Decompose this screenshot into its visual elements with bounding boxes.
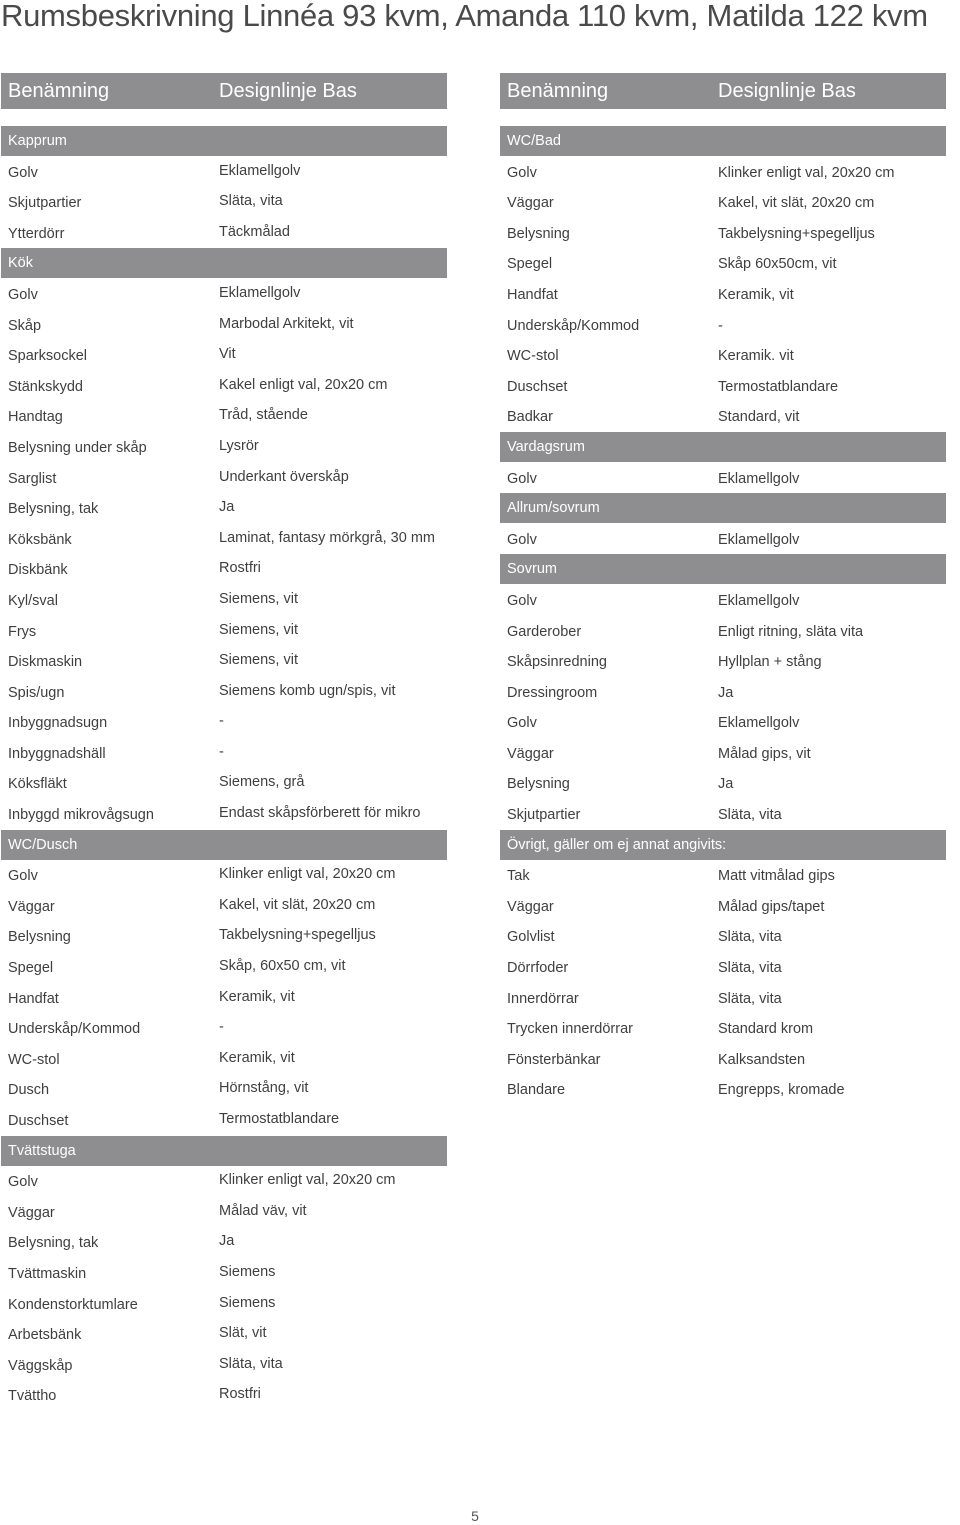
row-label: Golv xyxy=(507,592,537,609)
row-label: Golv xyxy=(507,470,537,487)
table-row xyxy=(500,921,946,952)
page-title: Rumsbeskrivning Linnéa 93 kvm, Amanda 110 kvm, Matilda 122 kvm xyxy=(1,0,928,33)
table-row xyxy=(500,187,946,218)
row-value: Laminat, fantasy mörkgrå, 30 mm xyxy=(219,529,435,546)
table-row xyxy=(1,1105,447,1136)
table-row xyxy=(1,616,447,647)
section-header: Kök xyxy=(1,248,447,278)
table-row xyxy=(1,310,447,341)
table-row xyxy=(1,738,447,769)
table-row xyxy=(500,677,946,708)
table-row xyxy=(500,310,946,341)
row-value: Målad gips/tapet xyxy=(718,898,825,915)
row-value: Eklamellgolv xyxy=(718,531,800,548)
table-row xyxy=(500,371,946,402)
row-value: Ja xyxy=(219,1233,235,1250)
row-label: Golv xyxy=(507,164,537,181)
table-row xyxy=(1,1197,447,1228)
row-value: Målad gips, vit xyxy=(718,745,811,762)
table-row xyxy=(1,677,447,708)
page-number: 5 xyxy=(471,1508,479,1524)
table-row xyxy=(1,157,447,188)
row-label: Skåp xyxy=(8,317,42,334)
row-value: Skåp, 60x50 cm, vit xyxy=(219,958,346,975)
table-row xyxy=(1,1227,447,1258)
row-value: Siemens, vit xyxy=(219,621,298,638)
row-label: Duschset xyxy=(8,1113,69,1129)
row-label: Golv xyxy=(8,1174,38,1191)
table-row xyxy=(1,707,447,738)
table-row xyxy=(1,585,447,616)
row-label: Inbyggnadsugn xyxy=(8,715,108,732)
row-label: Tvättmaskin xyxy=(8,1265,87,1282)
table-row xyxy=(500,983,946,1014)
row-value: Keramik, vit xyxy=(718,286,794,303)
table-row xyxy=(500,707,946,738)
table-row xyxy=(1,891,447,922)
row-label: Diskbänk xyxy=(8,562,68,579)
row-label: Underskåp/Kommod xyxy=(507,317,640,334)
row-label: Handfat xyxy=(8,990,59,1007)
row-value: Endast skåpsförberett för mikro xyxy=(219,805,421,822)
row-label: Golv xyxy=(8,868,38,885)
row-label: Spis/ugn xyxy=(8,684,65,701)
row-label: Skjutpartier xyxy=(8,195,82,212)
row-label: Frys xyxy=(8,623,37,640)
row-value: Släta, vita xyxy=(718,960,782,977)
row-value: - xyxy=(718,317,723,334)
section-header: Tvättstuga xyxy=(1,1136,447,1166)
row-label: Golv xyxy=(8,164,38,181)
row-label: Dressingroom xyxy=(507,684,598,701)
section-header: Kapprum xyxy=(1,126,447,156)
row-label: Väggar xyxy=(8,1204,55,1221)
row-label: Tvättho xyxy=(8,1388,57,1405)
left-column-header xyxy=(1,73,447,109)
table-row xyxy=(1,921,447,952)
row-value: Slät, vit xyxy=(219,1325,267,1342)
row-label: Inbyggd mikrovågsugn xyxy=(8,807,154,824)
row-label: WC-stol xyxy=(8,1051,60,1068)
table-row xyxy=(1,1319,447,1350)
section-header: WC/Dusch xyxy=(1,830,447,860)
right-column xyxy=(500,73,946,1105)
row-value: Keramik. vit xyxy=(718,348,794,365)
row-label: Golv xyxy=(507,531,537,548)
row-label: Dörrfoder xyxy=(507,960,569,977)
table-row xyxy=(500,952,946,983)
table-row xyxy=(1,554,447,585)
row-value: Kakel, vit slät, 20x20 cm xyxy=(718,195,875,212)
row-label: Sparksockel xyxy=(8,348,87,365)
table-row xyxy=(500,585,946,616)
row-label: Stänkskydd xyxy=(8,378,83,395)
row-label: Golvlist xyxy=(507,929,555,946)
row-value: Hörnstång, vit xyxy=(219,1080,309,1097)
row-value: Rostfri xyxy=(219,560,261,577)
row-value: Keramik, vit xyxy=(219,988,295,1005)
row-label: Spegel xyxy=(507,256,553,273)
row-label: Spegel xyxy=(8,960,54,977)
row-label: Dusch xyxy=(8,1082,50,1099)
table-row xyxy=(500,463,946,494)
table-row xyxy=(1,952,447,983)
row-label: Blandare xyxy=(507,1082,566,1099)
row-value: Ja xyxy=(219,499,235,516)
table-row xyxy=(1,860,447,891)
row-label: Garderober xyxy=(507,623,582,640)
row-value: Underkant överskåp xyxy=(219,468,349,485)
row-value: Enligt ritning, släta vita xyxy=(718,623,864,640)
row-value: - xyxy=(219,1019,224,1036)
row-label: Skåpsinredning xyxy=(507,654,607,671)
row-value: Klinker enligt val, 20x20 cm xyxy=(718,164,895,181)
row-label: Väggskåp xyxy=(8,1357,73,1374)
table-row xyxy=(1,1289,447,1320)
row-value: Siemens, vit xyxy=(219,652,298,669)
row-label: Tak xyxy=(507,868,530,885)
table-row xyxy=(1,218,447,249)
table-row xyxy=(500,738,946,769)
row-label: Trycken innerdörrar xyxy=(507,1021,633,1038)
row-label: Golv xyxy=(8,286,38,303)
table-row xyxy=(500,401,946,432)
table-row xyxy=(1,493,447,524)
section-header: Allrum/sovrum xyxy=(500,493,946,523)
row-value: Siemens komb ugn/spis, vit xyxy=(219,682,396,699)
row-label: Köksbänk xyxy=(8,531,72,548)
row-value: Hyllplan + stång xyxy=(718,654,822,671)
row-value: Ja xyxy=(718,684,734,701)
table-row xyxy=(1,983,447,1014)
table-row xyxy=(500,768,946,799)
row-value: Skåp 60x50cm, vit xyxy=(718,256,837,273)
table-row xyxy=(1,340,447,371)
table-row xyxy=(1,1258,447,1289)
section-header: WC/Bad xyxy=(500,126,946,156)
row-value: Eklamellgolv xyxy=(718,715,800,732)
row-label: Handtag xyxy=(8,409,63,426)
table-row xyxy=(500,646,946,677)
header-design: Designlinje Bas xyxy=(219,80,357,102)
table-row xyxy=(1,187,447,218)
row-label: Kondenstorktumlare xyxy=(8,1296,138,1313)
right-sections xyxy=(500,126,946,1105)
table-row xyxy=(1,768,447,799)
row-label: Skjutpartier xyxy=(507,807,581,824)
row-value: Standard, vit xyxy=(718,409,800,426)
row-value: Ja xyxy=(718,776,734,793)
row-value: Kakel, vit slät, 20x20 cm xyxy=(219,896,376,913)
row-label: Handfat xyxy=(507,286,558,303)
table-row xyxy=(1,432,447,463)
row-value: Standard krom xyxy=(718,1021,814,1038)
table-row xyxy=(500,340,946,371)
row-label: Köksfläkt xyxy=(8,776,67,793)
row-value: Siemens, grå xyxy=(219,774,305,791)
row-label: Kyl/sval xyxy=(8,592,58,609)
row-value: - xyxy=(219,713,224,730)
row-label: Ytterdörr xyxy=(8,225,65,242)
row-value: Målad väv, vit xyxy=(219,1202,307,1219)
row-value: Marbodal Arkitekt, vit xyxy=(219,315,354,332)
row-label: Duschset xyxy=(507,378,568,395)
table-row xyxy=(1,646,447,677)
row-label: Underskåp/Kommod xyxy=(8,1021,141,1038)
row-label: Arbetsbänk xyxy=(8,1327,82,1344)
row-value: Släta, vita xyxy=(718,929,782,946)
row-value: Släta, vita xyxy=(718,807,782,824)
row-value: Siemens, vit xyxy=(219,590,298,607)
row-value: Takbelysning+spegelljus xyxy=(219,927,376,944)
row-label: WC-stol xyxy=(507,348,559,365)
table-row xyxy=(500,1074,946,1105)
table-row xyxy=(1,279,447,310)
row-label: Belysning xyxy=(507,225,570,242)
section-header: Vardagsrum xyxy=(500,432,946,462)
table-row xyxy=(500,279,946,310)
row-value: Tråd, stående xyxy=(219,407,308,424)
row-label: Belysning xyxy=(507,776,570,793)
row-value: Siemens xyxy=(219,1294,276,1311)
table-row xyxy=(500,1013,946,1044)
row-value: Vit xyxy=(219,346,236,363)
row-label: Väggar xyxy=(507,898,554,915)
table-row xyxy=(1,1074,447,1105)
row-label: Belysning under skåp xyxy=(8,439,147,456)
row-value: Takbelysning+spegelljus xyxy=(718,225,875,242)
section-header: Sovrum xyxy=(500,554,946,584)
row-label: Golv xyxy=(507,715,537,732)
table-row xyxy=(500,891,946,922)
row-value: Släta, vita xyxy=(718,990,782,1007)
table-row xyxy=(500,524,946,555)
row-value: Engrepps, kromade xyxy=(718,1082,845,1099)
table-row xyxy=(1,1380,447,1411)
table-row xyxy=(500,218,946,249)
table-row xyxy=(500,860,946,891)
row-label: Väggar xyxy=(507,745,554,762)
row-value: Keramik, vit xyxy=(219,1049,295,1066)
row-label: Diskmaskin xyxy=(8,654,83,671)
table-row xyxy=(500,1044,946,1075)
row-value: Eklamellgolv xyxy=(219,284,301,301)
table-row xyxy=(1,401,447,432)
table-row xyxy=(1,1350,447,1381)
row-label: Belysning, tak xyxy=(8,1235,99,1252)
table-row xyxy=(1,799,447,830)
header-name: Benämning xyxy=(507,80,609,102)
table-row xyxy=(1,1044,447,1075)
header-name: Benämning xyxy=(8,80,110,102)
row-value: Termostatblandare xyxy=(219,1111,340,1127)
row-value: Släta, vita xyxy=(219,1355,283,1372)
row-value: Eklamellgolv xyxy=(219,162,301,179)
table-row xyxy=(1,463,447,494)
table-row xyxy=(1,524,447,555)
row-label: Badkar xyxy=(507,409,553,426)
row-label: Fönsterbänkar xyxy=(507,1051,601,1068)
row-label: Belysning xyxy=(8,929,71,946)
row-value: Klinker enligt val, 20x20 cm xyxy=(219,1172,396,1189)
row-value: - xyxy=(219,743,224,760)
row-label: Belysning, tak xyxy=(8,501,99,518)
row-value: Kalksandsten xyxy=(718,1051,806,1068)
row-label: Innerdörrar xyxy=(507,990,579,1007)
row-label: Sarglist xyxy=(8,470,57,487)
row-value: Täckmålad xyxy=(219,223,290,240)
table-row xyxy=(500,157,946,188)
row-value: Släta, vita xyxy=(219,193,283,210)
row-value: Klinker enligt val, 20x20 cm xyxy=(219,866,396,883)
table-row xyxy=(500,799,946,830)
row-value: Matt vitmålad gips xyxy=(718,868,835,885)
row-value: Lysrör xyxy=(219,437,259,454)
row-value: Eklamellgolv xyxy=(718,470,800,487)
row-value: Eklamellgolv xyxy=(718,592,800,609)
row-label: Väggar xyxy=(507,195,554,212)
row-value: Siemens xyxy=(219,1263,276,1280)
row-label: Väggar xyxy=(8,898,55,915)
left-column xyxy=(1,73,447,1411)
row-value: Termostatblandare xyxy=(718,378,839,395)
table-row xyxy=(1,1013,447,1044)
section-header: Övrigt, gäller om ej annat angivits: xyxy=(500,830,946,860)
right-column-header xyxy=(500,73,946,109)
row-value: Rostfri xyxy=(219,1386,261,1403)
table-row xyxy=(500,616,946,647)
row-label: Inbyggnadshäll xyxy=(8,745,106,762)
table-row xyxy=(500,248,946,279)
left-sections xyxy=(1,126,447,1411)
table-row xyxy=(1,371,447,402)
header-design: Designlinje Bas xyxy=(718,80,856,102)
table-row xyxy=(1,1166,447,1197)
row-value: Kakel enligt val, 20x20 cm xyxy=(219,376,388,393)
